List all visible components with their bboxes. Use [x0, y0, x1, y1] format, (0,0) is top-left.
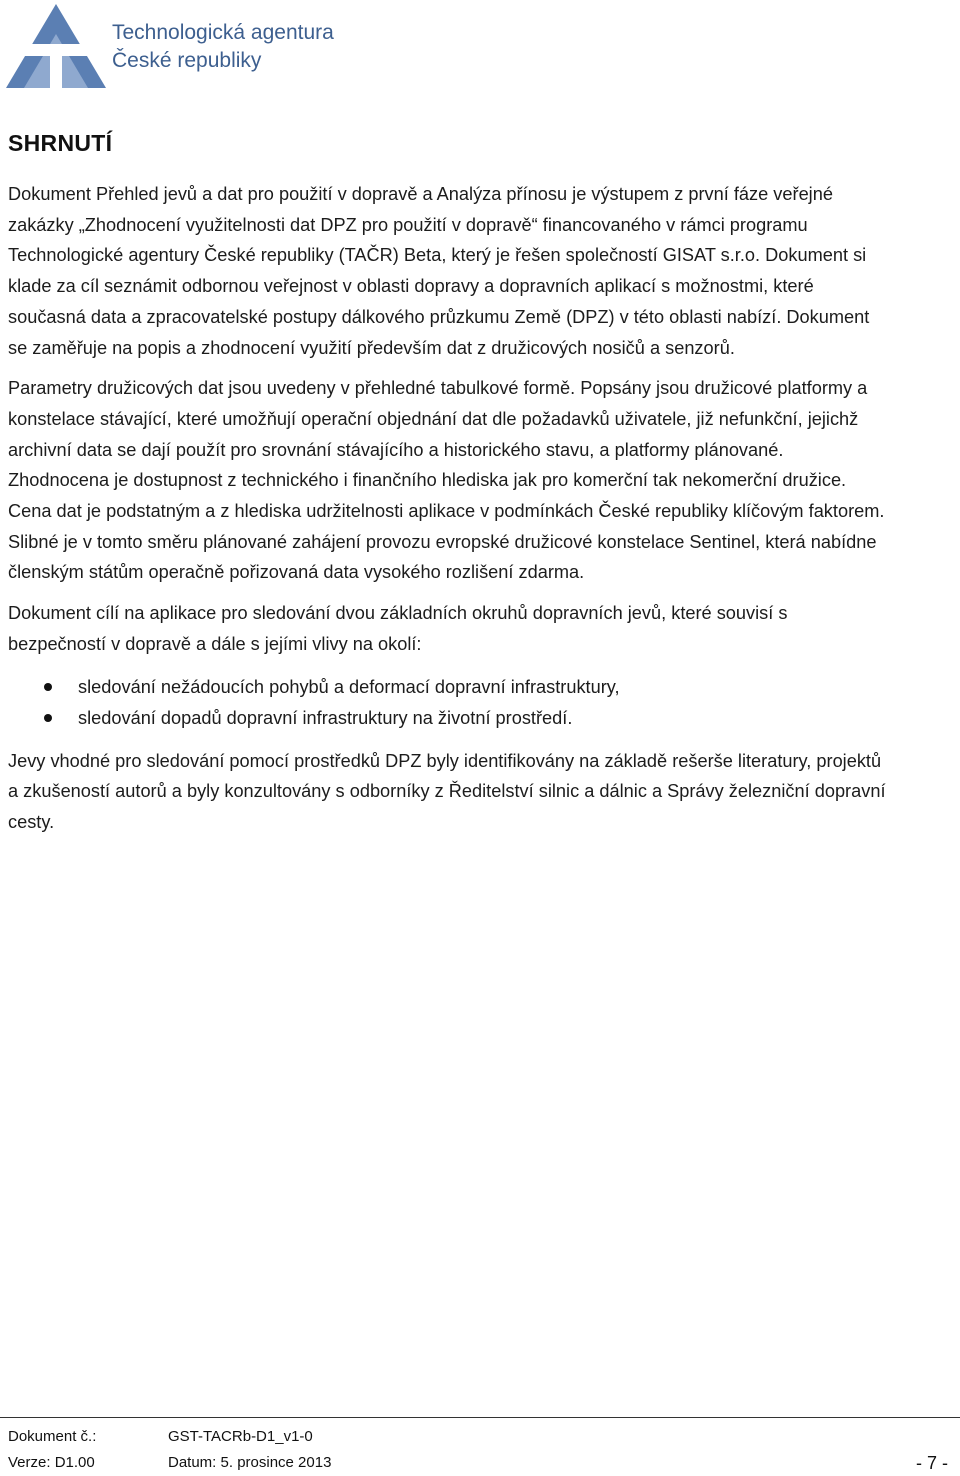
paragraph-closing: Jevy vhodné pro sledování pomocí prostředků DPZ byly identifikovány na základě rešerše literatury, projektů a zkušeností autorů a byly konzultovány s odborníky z Ředitelství silnic a dálnic a Správy železniční dopravní cesty.	[8, 750, 886, 832]
document-body	[8, 130, 888, 848]
page-footer	[8, 1424, 954, 1476]
list-item-text: sledování dopadů dopravní infrastruktury na životní prostředí.	[78, 707, 573, 728]
footer-divider	[0, 1417, 960, 1418]
logo-line-2: České republiky	[112, 49, 262, 72]
tacr-logo-icon	[6, 4, 106, 88]
paragraph-parameters: Parametry družicových dat jsou uvedeny v přehledné tabulkové formě. Popsány jsou družicové platformy a konstelace stávající, které umožňují operační objednání dat dle požadavků uživatele, již nefunkční, jejichž archivní data se dají použít pro srovnání stávajícího a historického stavu, a platformy plánované. Zhodnocena je dostupnost z technického i finančního hlediska jak pro komerční tak nekomerční družice. Cena dat je podstatným a z hlediska udržitelnosti aplikace v podmínkách České republiky klíčovým faktorem. Slibné je v tomto směru plánované zahájení provozu evropské družicové konstelace Sentinel, která nabídne členským státům operačně pořizovaná data vysokého rozlišení zdarma.	[8, 378, 885, 583]
bullet-icon	[44, 714, 52, 722]
bullet-icon	[44, 683, 52, 691]
doc-number-value: GST-TACRb-D1_v1-0	[168, 1428, 313, 1445]
logo-line-1: Technologická agentura	[112, 21, 334, 44]
paragraph-aims: Dokument cílí na aplikace pro sledování dvou základních okruhů dopravních jevů, které souvisí s bezpečností v dopravě a dále s jejími vlivy na okolí:	[8, 603, 788, 654]
version-label: Verze: D1.00	[8, 1454, 95, 1471]
footer-row-document	[8, 1424, 954, 1450]
list-item-text: sledování nežádoucích pohybů a deformací dopravní infrastruktury,	[78, 676, 620, 697]
doc-number-label: Dokument č.:	[8, 1428, 97, 1445]
logo-wordmark	[112, 19, 334, 75]
date-value: Datum: 5. prosince 2013	[168, 1454, 332, 1471]
bullet-list	[8, 672, 888, 734]
list-item	[78, 703, 888, 734]
footer-row-version	[8, 1450, 954, 1476]
paragraph-intro: Dokument Přehled jevů a dat pro použití v dopravě a Analýza přínosu je výstupem z první fáze veřejné zakázky „Zhodnocení využitelnosti dat DPZ pro použití v dopravě“ financovaného v rámci programu Technologické agentury České republiky (TAČR) Beta, který je řešen společností GISAT s.r.o. Dokument si klade za cíl seznámit odbornou veřejnost v oblasti dopravy a dopravních aplikací s možnostmi, které současná data a zpracovatelské postupy dálkového průzkumu Země (DPZ) v této oblasti nabízí. Dokument se zaměřuje na popis a zhodnocení využití především dat z družicových nosičů a senzorů.	[8, 184, 870, 358]
section-title: SHRNUTÍ	[8, 130, 113, 156]
page-number: - 7 -	[915, 1453, 948, 1473]
header-logo	[6, 4, 334, 88]
list-item	[78, 672, 888, 703]
